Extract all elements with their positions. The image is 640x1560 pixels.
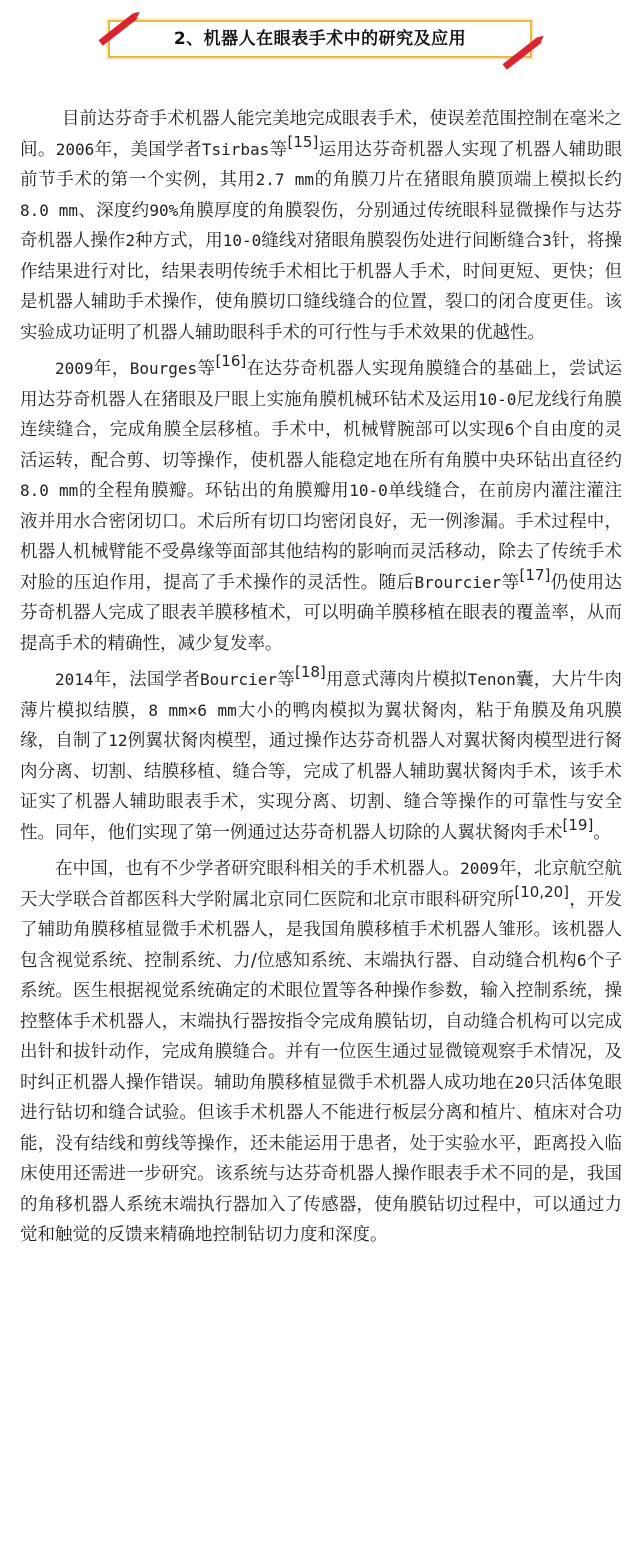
text-run: 缝线对猪眼角膜裂伤处进行间断缝合	[261, 231, 543, 251]
citation-ref: [18]	[294, 662, 326, 681]
text-run: 年，	[93, 359, 130, 379]
text-run: 目前达芬奇手术机器人能完美地完成眼表手术，使误差范围控制在毫米之间。	[20, 109, 622, 160]
citation-ref: [16]	[215, 351, 247, 370]
inline-term: Bourcier	[199, 670, 278, 689]
inline-term: 90%	[149, 200, 179, 220]
text-run: 在中国，也有不少学者研究眼科相关的手术机器人。	[55, 859, 461, 879]
inline-term: 2.7 mm	[255, 170, 314, 189]
text-run: 在达芬奇机器人实现角膜缝合的基础上，尝试运用达芬奇机器人在猪眼及尸眼上实施角膜机械环钻术及运用	[20, 359, 623, 410]
citation-ref: [17]	[519, 565, 551, 584]
inline-term: 20	[514, 1072, 534, 1092]
inline-term: 6	[576, 950, 587, 970]
text-run: 的全程角膜瓣。环钻出的角膜瓣用	[78, 481, 350, 501]
text-run: 种方式，用	[134, 231, 223, 251]
inline-term: 8.0 mm	[20, 481, 79, 500]
text-run: 例翼状胬肉模型，通过操作达芬奇机器人对翼状胬肉模型进行胬肉分离、切割、结膜移植、缝合等，完成了机器人辅助翼状胬肉手术，该手术证实了机器人辅助眼表手术，实现分离、切割、缝合等操作的可靠性与安全性。同年，他们实现了第一例通过达芬奇机器人切除的人翼状胬肉手术	[20, 731, 623, 843]
inline-term: 2009	[55, 359, 94, 378]
text-run: 年，美国学者	[94, 139, 202, 160]
inline-term: 8 mm×6 mm	[148, 700, 237, 720]
paragraph-4	[20, 854, 622, 1251]
paragraph-1	[20, 104, 622, 348]
text-run: 针，将操作结果进行对比，结果表明传统手术相比于机器人手术，时间更短、更快；但是机器人辅助手术操作，使角膜切口缝线缝合的位置，裂口的闭合度更佳。该实验成功证明了机器人辅助眼科手术的可行性与手术效果的优越性。	[20, 231, 623, 343]
text-run: 运用达芬奇机器人实现了机器人辅助眼前节手术的第一个实例，其用	[20, 139, 623, 190]
inline-term: Tenon	[467, 670, 516, 689]
inline-term: 8.0 mm	[20, 200, 79, 220]
text-run: 大小的鸭肉模拟为翼状胬肉，粘于角膜及角巩膜缘，自制了	[20, 700, 623, 751]
inline-term: 10-0	[222, 231, 262, 250]
paragraph-3	[20, 662, 623, 848]
text-run: 等	[269, 139, 288, 160]
inline-term: Brourcier	[414, 572, 502, 592]
text-run: 囊，大片牛肉薄片模拟结膜，	[20, 670, 623, 721]
text-run: 用意式薄肉片模拟	[325, 670, 468, 690]
inline-term: 3	[542, 231, 552, 250]
text-run: 仍使用达芬奇机器人完成了眼表羊膜移植术，可以明确羊膜移植在眼表的覆盖率，从而提高手术的精确性，减少复发率。	[20, 572, 623, 654]
text-run: 、深度约	[78, 200, 150, 221]
inline-term: 2014	[55, 670, 94, 689]
inline-term: 10-0	[349, 481, 388, 500]
text-run: 的角膜刀片在猪眼角膜顶端上模拟长约	[313, 170, 623, 190]
inline-term: 2	[125, 231, 135, 250]
text-run: 个自由度的灵活运转，配合剪、切等操作，使机器人能稳定地在所有角膜中央环钻出直径约	[20, 420, 622, 471]
inline-term: 12	[108, 731, 128, 750]
text-run: 只活体兔眼进行钻切和缝合试验。但该手术机器人不能进行板层分离和植片、植床对合功能，没有结线和剪线等操作，还未能运用于患者，处于实验水平，距离投入临床使用还需进一步研究。该系统与达芬奇机器人操作眼表手术不同的是，我国的角移机器人系统末端执行器加入了传感器，使角膜钻切过程中，可以通过力觉和触觉的反馈来精确地控制钻切力度和深度。	[20, 1072, 623, 1245]
section-header	[108, 20, 532, 58]
text-run: ，开发了辅助角膜移植显微手术机器人，是我国角膜移植手术机器人雏形。该机器人包含视觉系统、控制系统、力/位感知系统、末端执行器、自动缝合机构	[20, 889, 622, 971]
inline-term: 6	[504, 420, 515, 439]
text-run: 个子系统。医生根据视觉系统确定的术眼位置等各种操作参数，输入控制系统，操控整体手术机器人，末端执行器按指令完成角膜钻切，自动缝合机构可以完成出针和拔针动作，完成角膜缝合。并有一位医生通过显微镜观察手术情况，及时纠正机器人操作错误。辅助角膜移植显微手术机器人成功地在	[20, 950, 622, 1093]
article-body	[20, 104, 622, 1257]
text-run: 等	[501, 572, 520, 593]
inline-term: Tsirbas	[201, 139, 270, 159]
inline-term: 2009	[460, 859, 499, 878]
citation-ref: [19]	[562, 815, 594, 834]
inline-term: 10-0	[477, 389, 517, 409]
citation-ref: [15]	[287, 132, 319, 151]
text-run: 年，北京航空航天大学联合首都医科大学附属北京同仁医院和北京市眼科研究所	[20, 859, 623, 910]
text-run: 尼龙线行角膜连续缝合，完成角膜全层移植。手术中，机械臂腕部可以实现	[20, 389, 623, 440]
text-run: 年，法国学者	[93, 670, 200, 690]
inline-term: 2006	[55, 139, 95, 159]
citation-ref: [10,20]	[514, 882, 570, 901]
text-run: 。	[593, 822, 611, 843]
inline-term: Bourges	[129, 359, 198, 378]
text-run: 单线缝合，在前房内灌注灌注液并用水合密闭切口。术后所有切口均密闭良好，无一例渗漏。手术过程中，机器人机械臂能不受鼻缘等面部其他结构的影响而灵活移动，除去了传统手术对脸的压迫作用，提高了手术操作的灵活性。随后	[20, 481, 623, 593]
section-title: 2、机器人在眼表手术中的研究及应用	[173, 29, 467, 49]
paragraph-2	[20, 351, 623, 659]
text-run: 等	[197, 359, 216, 379]
text-run: 等	[277, 670, 295, 690]
text-run: 角膜厚度的角膜裂伤，分别通过传统眼科显微操作与达芬奇机器人操作	[20, 200, 623, 251]
